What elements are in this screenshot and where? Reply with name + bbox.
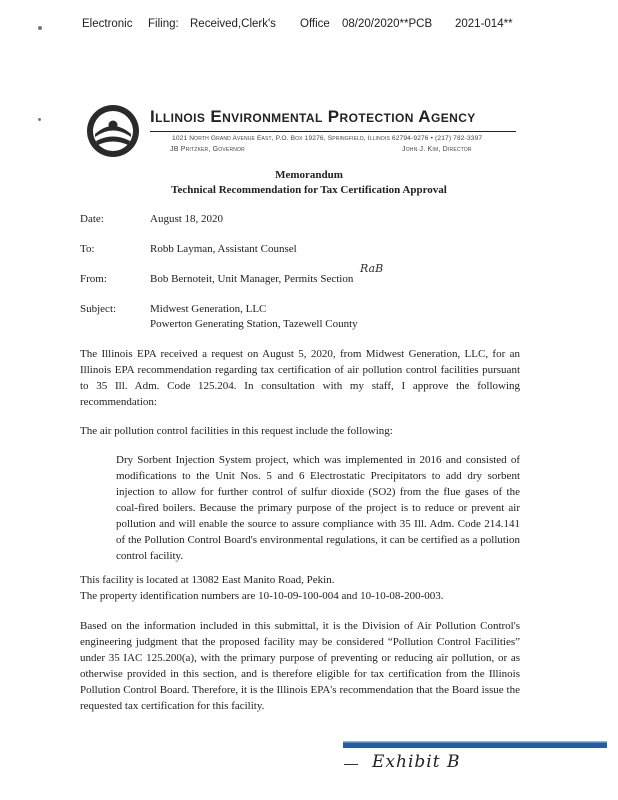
from-label: From: [80, 273, 107, 285]
facility-location: This facility is located at 13082 East Manito Road, Pekin. [80, 574, 335, 586]
filing-electronic: Electronic [82, 18, 133, 30]
intro-paragraph: The Illinois EPA received a request on August 5, 2020, from Midwest Generation, LLC, for an Illinois EPA recommendation regarding tax certification of air pollution control facilities pursuant to 35 Ill. Adm. Code 125.204. In consultation with my staff, I approve the following recommendation: [80, 348, 520, 408]
facilities-intro: The air pollution control facilities in this request include the following: [80, 425, 393, 437]
filing-date: 08/20/2020**PCB [342, 18, 433, 30]
illinois-epa-seal-icon [86, 104, 140, 158]
memo-heading: Memorandum [275, 169, 343, 181]
filing-office: Office [300, 18, 330, 30]
handwritten-initials: RaB [360, 262, 384, 275]
date-value: August 18, 2020 [150, 213, 224, 225]
filing-received: Received,Clerk's [190, 18, 276, 30]
filing-number: 2021-014** [455, 18, 513, 30]
scan-mark [38, 26, 42, 30]
property-ids: The property identification numbers are 10-10-09-100-004 and 10-10-08-200-003. [80, 590, 444, 602]
to-label: To: [80, 243, 95, 255]
date-label: Date: [80, 213, 104, 225]
exhibit-label: Exhibit B [372, 752, 461, 772]
filing-label: Filing: [148, 18, 179, 30]
to-value: Robb Layman, Assistant Counsel [150, 243, 297, 255]
exhibit-dash [344, 764, 358, 765]
agency-title: Illinois Environmental Protection Agency [150, 107, 476, 126]
filing-stamp [0, 18, 618, 34]
governor-line: JB Pritzker, Governor [170, 146, 245, 153]
footer-bar [343, 741, 607, 749]
director-line: John J. Kim, Director [402, 146, 472, 153]
conclusion-paragraph: Based on the information included in this submittal, it is the Division of Air Pollution Control's engineering judgment that the proposed facility may be considered “Pollution Control Facilities” under 35 IAC 125.200(a), with the primary purpose of preventing or reducing air pollution, or as otherwise provided in this section, and is therefore eligible for tax certification from the Illinois Pollution Control Board. Therefore, it is the Illinois EPA's recommendation that the Board issue the requested tax certification for this facility. [80, 620, 520, 712]
memo-subheading: Technical Recommendation for Tax Certification Approval [171, 184, 447, 196]
subject-line-1: Midwest Generation, LLC [150, 303, 267, 315]
facility-description: Dry Sorbent Injection System project, which was implemented in 2016 and consisted of modifications to the Unit Nos. 5 and 6 Electrostatic Precipitators to add dry sorbent injection to allow for further control of sulfur dioxide (SO2) from the flue gases of the coal-fired boilers. Because the primary purpose of the project is to reduce or prevent air pollution and will enable the source to assure compliance with 35 Ill. Adm. Code 214.141 of the Pollution Control Board's environmental regulations, it can be certified as a pollution control facility. [116, 454, 520, 562]
subject-label: Subject: [80, 303, 117, 315]
from-value: Bob Bernoteit, Unit Manager, Permits Section [150, 273, 354, 285]
scan-mark [38, 118, 41, 121]
letterhead-rule [150, 131, 516, 132]
subject-line-2: Powerton Generating Station, Tazewell County [150, 318, 358, 330]
agency-address: 1021 North Grand Avenue East, P.O. Box 19276, Springfield, Illinois 62794-9276 • (217) 782-3397 [172, 135, 483, 142]
